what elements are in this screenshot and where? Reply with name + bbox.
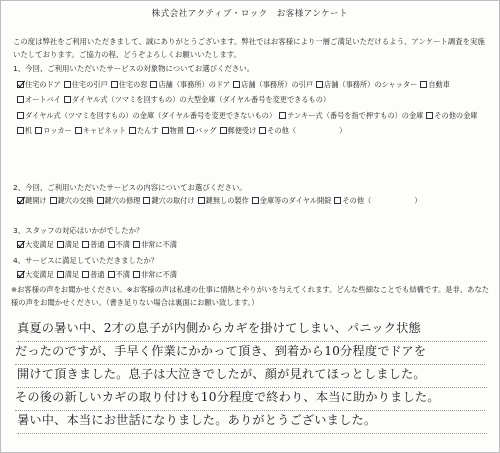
q1-option[interactable]: [17, 77, 61, 92]
q3-option[interactable]: [17, 237, 54, 252]
option-label: バッグ: [194, 126, 217, 136]
q4-option[interactable]: [17, 267, 54, 282]
handwritten-line: その後の新しいカギの取り付けも10分程度で終わり、本当に助かりました。: [15, 388, 485, 411]
option-label: 普通: [90, 240, 105, 249]
option-label: 不満: [115, 270, 130, 279]
q3-option[interactable]: [82, 237, 104, 252]
survey-title: 株式会社アクティブ・ロック お客様アンケート: [151, 9, 349, 19]
checkbox[interactable]: [143, 197, 150, 204]
checkbox[interactable]: [133, 241, 140, 248]
q1-option[interactable]: [279, 108, 423, 123]
option-label: 店舗（事務所）のドア: [158, 80, 231, 89]
q4-option[interactable]: [57, 267, 79, 282]
q1-option[interactable]: [316, 77, 417, 92]
checkbox[interactable]: [129, 127, 136, 134]
checkbox[interactable]: [57, 241, 64, 248]
question-1-options: [17, 77, 491, 139]
checked-checkbox[interactable]: [17, 197, 24, 204]
option-label: 店舗（事務所）のシャッター: [324, 80, 418, 89]
checkbox[interactable]: [150, 81, 157, 88]
handwritten-line: 暑い中、本当にお世話になりました。ありがとうございました。: [17, 411, 487, 434]
option-label: 物置: [169, 126, 184, 136]
q4-option[interactable]: [108, 267, 130, 282]
option-label: 店舗（事務所）の引戸: [241, 80, 314, 89]
handwritten-line: 開けて頂きました。息子は大泣きでしたが、顔が見れてほっとしました。: [17, 365, 487, 388]
q1-option[interactable]: [35, 123, 72, 138]
option-label: その他（ ）: [267, 126, 347, 136]
q1-option[interactable]: [64, 77, 108, 92]
option-label: 鍵穴の交換: [57, 196, 94, 205]
q1-option[interactable]: [162, 123, 184, 138]
checkbox[interactable]: [233, 81, 240, 88]
q1-option[interactable]: [187, 123, 217, 138]
q1-option[interactable]: [259, 123, 346, 138]
handwritten-comment: [15, 319, 485, 434]
question-2-options: [17, 193, 491, 208]
checkbox[interactable]: [64, 81, 71, 88]
checkbox[interactable]: [420, 81, 427, 88]
option-label: 郵便受け: [227, 126, 257, 136]
checkbox[interactable]: [35, 127, 42, 134]
q1-option[interactable]: [220, 123, 257, 138]
q1-option[interactable]: [420, 77, 450, 92]
option-label: 鍵無しの製作: [205, 196, 249, 205]
checkbox[interactable]: [50, 197, 57, 204]
option-label: 非常に不満: [140, 240, 177, 249]
checkbox[interactable]: [108, 271, 115, 278]
option-label: 自動車: [428, 80, 450, 89]
checkbox[interactable]: [111, 81, 118, 88]
q2-option[interactable]: [252, 193, 332, 208]
checkbox[interactable]: [187, 127, 194, 134]
q3-option[interactable]: [108, 237, 130, 252]
q2-option[interactable]: [334, 193, 421, 208]
q2-option[interactable]: [198, 193, 249, 208]
option-label: 机: [25, 126, 33, 136]
option-label: 普通: [90, 270, 105, 279]
checkbox[interactable]: [17, 112, 24, 119]
option-label: 鍵穴の取付け: [151, 196, 195, 205]
q1-option[interactable]: [111, 77, 148, 92]
option-label: その他（ ）: [342, 196, 422, 205]
q2-option[interactable]: [143, 193, 194, 208]
q2-option[interactable]: [50, 193, 94, 208]
q4-option[interactable]: [133, 267, 177, 282]
question-2: 2、今回、ご利用いただいたサービスの内容についてお選びください。: [13, 183, 247, 192]
option-label: たんす: [136, 126, 159, 136]
option-label: 非常に不満: [140, 270, 177, 279]
option-label: オートバイ: [25, 95, 61, 105]
option-label: ダイヤル式（ツマミを回すもの）の大型金庫（ダイヤル番号を変更できるもの）: [71, 95, 331, 105]
option-label: 住宅の窓: [118, 80, 148, 89]
checkbox[interactable]: [279, 112, 286, 119]
checkbox[interactable]: [17, 127, 24, 134]
q1-option[interactable]: [233, 77, 313, 92]
checked-checkbox[interactable]: [17, 241, 24, 248]
option-label: 不満: [115, 240, 130, 249]
checkbox[interactable]: [75, 127, 82, 134]
checkbox[interactable]: [162, 127, 169, 134]
checkbox[interactable]: [133, 271, 140, 278]
checkbox[interactable]: [17, 96, 24, 103]
q3-option[interactable]: [57, 237, 79, 252]
option-label: キャビネット: [82, 126, 126, 136]
checkbox[interactable]: [426, 112, 433, 119]
option-label: 鍵穴の修理: [104, 196, 141, 205]
q1-option[interactable]: [17, 108, 276, 123]
option-label: 大変満足: [25, 270, 54, 279]
option-label: 住宅のドア: [25, 80, 61, 89]
q4-option[interactable]: [82, 267, 104, 282]
option-label: 金庫等のダイヤル開錠: [259, 196, 332, 205]
question-1: 1、今回、ご利用いただいたサービスの対象物についてお選びください。: [13, 64, 255, 73]
customer-voice-instructions: ※お客様の声をお聞かせください。※お客様の声は私達の仕事に情熱とやりがいを与えてくれます。どんな些細なことでも結構です。是非、あなた様の声をお聞かせください。（書き足りない場合は裏面にお願い致します。）: [11, 285, 490, 307]
question-4-options: [17, 267, 491, 282]
checkbox[interactable]: [198, 197, 205, 204]
q1-option[interactable]: [150, 77, 230, 92]
q2-option[interactable]: [97, 193, 141, 208]
question-3: 3、スタッフの対応はいかがでしたか？: [13, 226, 144, 235]
option-label: テンキー式（番号を指で押すもの）の金庫: [287, 110, 424, 120]
checked-checkbox[interactable]: [17, 271, 24, 278]
q1-option[interactable]: [75, 123, 126, 138]
checkbox[interactable]: [64, 96, 71, 103]
checkbox[interactable]: [334, 197, 341, 204]
option-label: その他の金庫: [434, 110, 478, 120]
intro-text: この度は弊社をご利用いただきまして、誠にありがとうございます。弊社ではお客様により一層ご満足いただけるよう、アンケート調査を実施いたしております。ご協力の程、どうぞよろしくお願いいたします。: [13, 37, 485, 59]
q2-option[interactable]: [17, 193, 47, 208]
checked-checkbox[interactable]: [17, 81, 24, 88]
checkbox[interactable]: [97, 197, 104, 204]
handwritten-line: だったのですが、手早く作業にかかって頂き、到着から10分程度でドアを: [15, 342, 485, 365]
q1-option[interactable]: [64, 92, 330, 107]
checkbox[interactable]: [57, 271, 64, 278]
handwritten-line: 真夏の暑い中、2才の息子が内側からカギを掛けてしまい、パニック状態: [17, 319, 487, 342]
q1-option[interactable]: [129, 123, 159, 138]
checkbox[interactable]: [82, 241, 89, 248]
question-3-options: [17, 237, 491, 252]
checkbox[interactable]: [259, 127, 266, 134]
option-label: 満足: [64, 270, 80, 279]
option-label: 住宅の引戸: [71, 80, 108, 89]
checkbox[interactable]: [252, 197, 259, 204]
question-4: 4、サービスに満足していただきましたか？: [13, 256, 159, 265]
checkbox[interactable]: [316, 81, 323, 88]
checkbox[interactable]: [108, 241, 115, 248]
option-label: 大変満足: [25, 240, 54, 249]
q1-option[interactable]: [17, 123, 32, 138]
option-label: 満足: [64, 240, 80, 249]
q1-option[interactable]: [426, 108, 477, 123]
option-label: 鍵開け: [25, 196, 47, 205]
option-label: ダイヤル式（ツマミを回すもの）の金庫（ダイヤル番号を変更できないもの）: [25, 110, 277, 120]
checkbox[interactable]: [82, 271, 89, 278]
checkbox[interactable]: [220, 127, 227, 134]
q1-option[interactable]: [17, 92, 61, 107]
q3-option[interactable]: [133, 237, 177, 252]
option-label: ロッカー: [43, 126, 72, 136]
